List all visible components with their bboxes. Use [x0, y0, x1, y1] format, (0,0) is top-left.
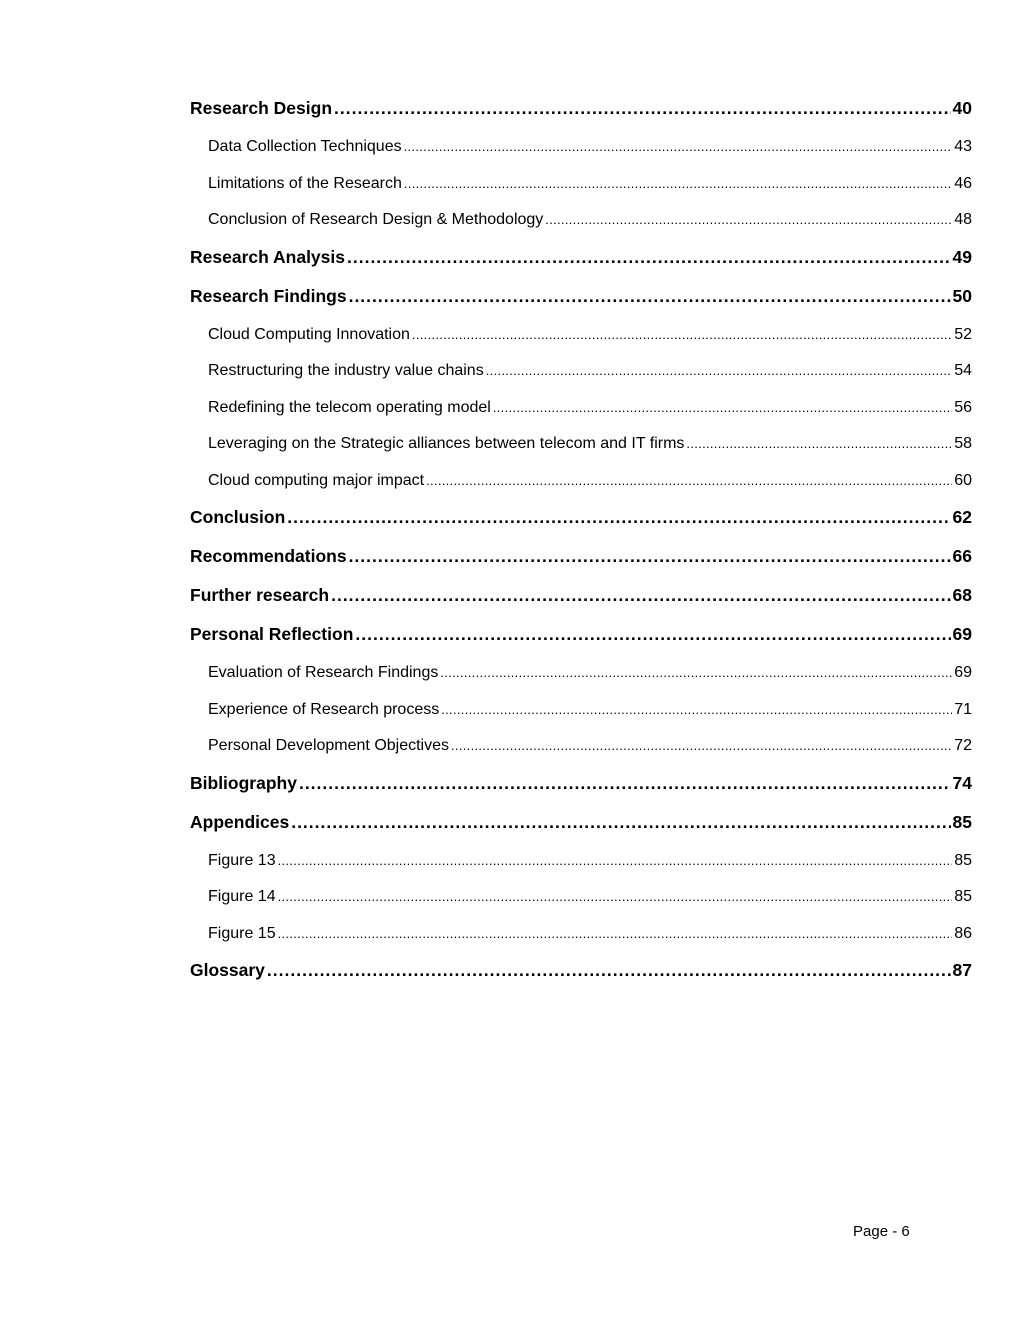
toc-entry-page: 62: [952, 507, 972, 527]
toc-entry-title: Experience of Research process: [208, 700, 440, 718]
toc-entry-page: 50: [952, 285, 972, 306]
toc-entry-cloud-computing-innovation[interactable]: [190, 322, 972, 359]
dot-leader: [441, 697, 952, 723]
toc-entry-title: Glossary: [190, 960, 265, 980]
dot-leader: [287, 504, 950, 530]
toc-entry-research-analysis[interactable]: [190, 244, 972, 283]
toc-entry-page: 87: [952, 960, 972, 980]
dot-leader: [267, 957, 951, 983]
toc-entry-conclusion[interactable]: [190, 504, 972, 543]
toc-entry-figure-14[interactable]: [190, 884, 972, 921]
toc-entry-title: Redefining the telecom operating model: [208, 398, 491, 416]
dot-leader: [412, 322, 952, 348]
toc-entry-title: Limitations of the Research: [208, 174, 402, 192]
toc-entry-page: 43: [954, 138, 972, 155]
toc-entry-page: 85: [952, 811, 972, 832]
dot-leader: [486, 358, 953, 384]
toc-entry-page: 86: [954, 924, 972, 942]
toc-entry-title: Evaluation of Research Findings: [208, 664, 439, 681]
toc-entry-strategic-alliances[interactable]: [190, 431, 972, 468]
toc-entry-page: 54: [954, 362, 972, 379]
toc-entry-page: 69: [954, 664, 972, 681]
toc-entry-title: Cloud computing major impact: [208, 471, 425, 489]
dot-leader: [355, 621, 950, 647]
toc-entry-title: Restructuring the industry value chains: [208, 362, 484, 379]
toc-entry-recommendations[interactable]: [190, 543, 972, 582]
dot-leader: [404, 134, 953, 160]
toc-entry-conclusion-of-research-design[interactable]: [190, 207, 972, 244]
dot-leader: [331, 582, 950, 608]
dot-leader: [278, 884, 953, 910]
toc-entry-title: Cloud Computing Innovation: [208, 325, 410, 343]
toc-entry-title: Research Analysis: [190, 246, 345, 267]
toc-entry-page: 66: [952, 546, 972, 566]
toc-entry-appendices[interactable]: [190, 809, 972, 848]
toc-entry-title: Conclusion of Research Design & Methodology: [208, 211, 544, 228]
toc-entry-page: 52: [954, 325, 972, 343]
toc-entry-page: 56: [954, 398, 972, 416]
dot-leader: [451, 733, 952, 759]
toc-entry-title: Conclusion: [190, 507, 286, 527]
toc-entry-title: Research Design: [190, 98, 333, 118]
toc-entry-title: Personal Reflection: [190, 624, 354, 644]
toc-entry-personal-reflection[interactable]: [190, 621, 972, 660]
toc-entry-page: 72: [954, 737, 972, 754]
dot-leader: [278, 848, 953, 874]
page-footer: [853, 1222, 910, 1242]
dot-leader: [349, 283, 951, 309]
toc-entry-limitations-of-the-research[interactable]: [190, 171, 972, 208]
dot-leader: [686, 431, 952, 457]
toc-entry-title: Figure 15: [208, 924, 276, 942]
toc-entry-title: Personal Development Objectives: [208, 737, 450, 754]
dot-leader: [404, 171, 952, 197]
dot-leader: [545, 207, 952, 233]
toc-entry-restructuring-value-chains[interactable]: [190, 358, 972, 395]
toc-entry-personal-development[interactable]: [190, 733, 972, 770]
toc-entry-title: Recommendations: [190, 546, 347, 566]
toc-entry-further-research[interactable]: [190, 582, 972, 621]
toc-entry-title: Figure 13: [208, 851, 276, 869]
toc-entry-page: 85: [954, 851, 972, 869]
toc-entry-data-collection-techniques[interactable]: [190, 134, 972, 171]
table-of-contents: [190, 95, 972, 996]
dot-leader: [278, 921, 953, 947]
dot-leader: [347, 244, 951, 270]
dot-leader: [299, 770, 951, 796]
toc-entry-experience-of-process[interactable]: [190, 697, 972, 734]
toc-entry-page: 85: [954, 888, 972, 905]
toc-entry-title: Bibliography: [190, 772, 297, 793]
toc-entry-glossary[interactable]: [190, 957, 972, 996]
dot-leader: [493, 395, 952, 421]
toc-entry-title: Data Collection Techniques: [208, 138, 402, 155]
toc-entry-research-findings[interactable]: [190, 283, 972, 322]
toc-entry-page: 49: [952, 246, 972, 267]
toc-entry-title: Further research: [190, 585, 330, 605]
toc-entry-page: 40: [952, 98, 972, 118]
toc-entry-evaluation-of-findings[interactable]: [190, 660, 972, 697]
toc-entry-figure-15[interactable]: [190, 921, 972, 958]
toc-entry-page: 68: [952, 585, 972, 605]
page-number: Page - 6: [853, 1223, 910, 1240]
toc-entry-title: Appendices: [190, 811, 290, 832]
toc-entry-page: 48: [954, 211, 972, 228]
toc-entry-bibliography[interactable]: [190, 770, 972, 809]
dot-leader: [440, 660, 952, 686]
toc-entry-redefining-telecom-model[interactable]: [190, 395, 972, 432]
dot-leader: [291, 809, 950, 835]
dot-leader: [426, 468, 952, 494]
toc-entry-title: Leveraging on the Strategic alliances between telecom and IT firms: [208, 435, 685, 452]
toc-entry-title: Research Findings: [190, 285, 347, 306]
toc-entry-page: 60: [954, 471, 972, 489]
toc-entry-page: 46: [954, 174, 972, 192]
dot-leader: [349, 543, 951, 569]
toc-entry-research-design[interactable]: [190, 95, 972, 134]
toc-entry-page: 71: [954, 700, 972, 718]
toc-entry-page: 69: [952, 624, 972, 644]
toc-entry-page: 58: [954, 435, 972, 452]
toc-entry-cloud-computing-impact[interactable]: [190, 468, 972, 505]
toc-entry-page: 74: [952, 772, 972, 793]
dot-leader: [334, 95, 951, 121]
toc-entry-figure-13[interactable]: [190, 848, 972, 885]
toc-entry-title: Figure 14: [208, 888, 276, 905]
